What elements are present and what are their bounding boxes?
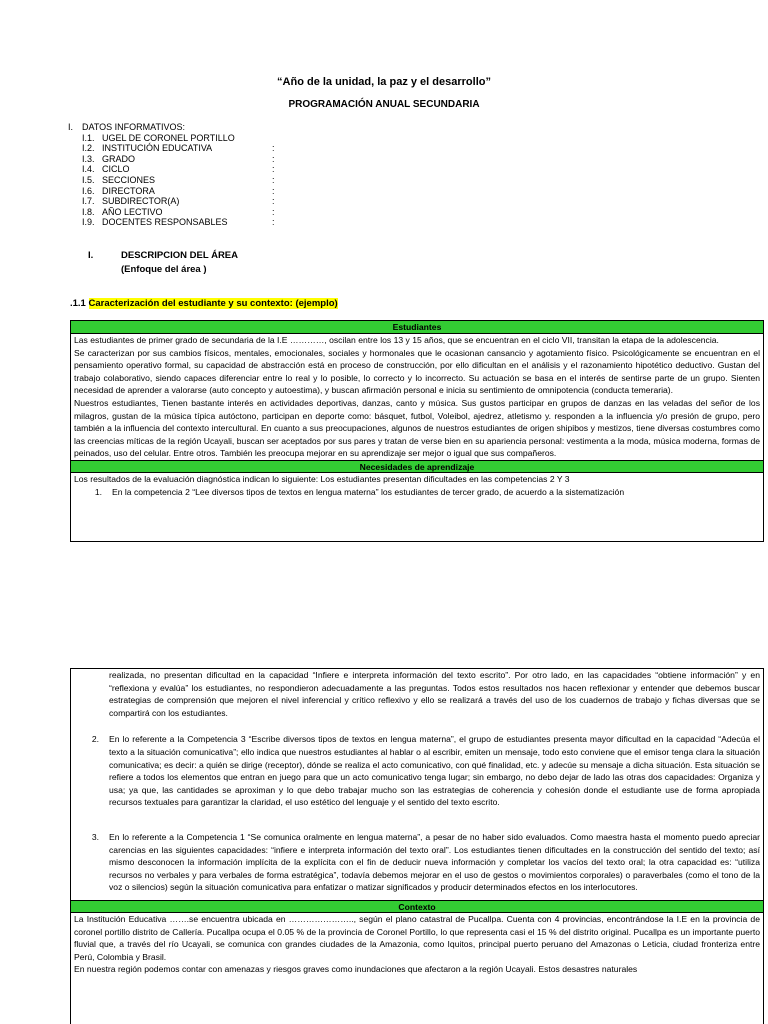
datos-heading — [68, 122, 282, 133]
estudiantes-table — [70, 320, 764, 542]
datos-item: I.8. AÑO LECTIVO : — [82, 206, 275, 217]
necesidades-intro: Los resultados de la evaluación diagnóstica indican lo siguiente: Los estudiantes presentan dificultades en las competencias 2 Y 3 — [74, 473, 570, 484]
necesidades-table-continued — [70, 668, 764, 1024]
contexto-body — [71, 913, 763, 976]
datos-heading-num: I. — [68, 122, 74, 132]
year-title: “Año de la unidad, la paz y el desarrollo” — [277, 76, 491, 88]
section-heading — [88, 250, 238, 261]
section-number: I. — [88, 250, 94, 261]
subsection-title: Caracterización del estudiante y su contexto: (ejemplo) — [88, 298, 338, 309]
estudiantes-paragraph: Se caracterizan por sus cambios físicos, mentales, emocionales, sociales y hormonales que le ocasionan cansancio y agotamiento físico. Psicológicamente se encuentran en el pensamiento operativo formal, su capacidad de abstracción está en proceso de construcción, por ello dificultan en el análisis y el razonamiento hipotético deductivo. Gustan del trabajo colaborativo, siendo capaces diferenciar entre lo real y lo posible, lo correcto y lo incorrecto. Su actuación se basa en el interés de sentirse parte de un grupo. Sienten necesidad de aprender a valorarse (auto concepto y autoestima), y buscan afirmación personal e inicia su sentimiento de omnipotencia (conducta temeraria). — [74, 347, 760, 396]
necesidades-item: 2. En lo referente a la Competencia 3 “Escribe diversos tipos de textos en lengua materna”, el grupo de estudiantes presenta mayor dificultad en la capacidad “Adecúa el texto a la situación comunicativa”; ello indica que nuestros estudiantes al hablar o al escribir, emiten un mensaje, todo esto conviene que el emisor tenga clara la situación comunicativa; es decir: a quién se dirige (receptor), dónde se realiza el acto comunicativo, con qué finalidad, etc. y adecúe su mensaje a dicha situación. Esta situación se refiere a todos los elementos que entran en juego para que un acto comunicativo tenga lugar; sin embargo, no debo dejar de lado las otras dos capacidades: Organiza y usa; ya que, las cantidades se aproximan y lo que debo trabajar mucho son las estrategias de coherencia y cohesión donde el estudiante use de forma apropiada recursos textuales para garantizar la claridad, el uso estético del lenguaje y el sentido del texto escrito. — [91, 734, 760, 808]
section-subtitle: (Enfoque del área ) — [121, 264, 207, 275]
necesidades-item: 3. En lo referente a la Competencia 1 “Se comunica oralmente en lengua materna”, a pesar de no haber sido evaluados. Como maestra hasta el momento puedo apreciar carencias en las siguientes capacidades: “infiere e interpreta información del texto oral”. Los estudiantes tienen dificultades en la construcción del sentido del texto; así mismo desconocen la información implícita de la explícita con el fin de deducir nueva información y completar los vacíos del texto oral; la otra capacidad es: “utiliza recursos no verbales y para verbales de forma estratégica”, todavía debemos mejorar en el uso de gestos o movimientos corporales) o paraverbales (como el tono de la voz o silencios) según la situación comunicativa para enfatizar o matizar significados y producir determinados efectos en los interlocutores. — [91, 831, 760, 893]
document-title: PROGRAMACIÓN ANUAL SECUNDARIA — [288, 99, 480, 110]
estudiantes-paragraph: Las estudiantes de primer grado de secundaria de la I.E …………, oscilan entre los 13 y 15 años, que se encuentran en el ciclo VII, transitan la etapa de la adolescencia. — [74, 335, 719, 345]
datos-item: I.1. UGEL DE CORONEL PORTILLO — [82, 132, 235, 143]
datos-item: I.5. SECCIONES : — [82, 174, 275, 185]
estudiantes-body — [71, 334, 763, 460]
contexto-paragraph: En nuestra región podemos contar con amenazas y riesgos graves como inundaciones que afectaron a la región Ucayali. Estos desastres naturales — [74, 964, 638, 975]
datos-heading-label: DATOS INFORMATIVOS: — [82, 122, 186, 132]
datos-item: I.9. DOCENTES RESPONSABLES : — [82, 217, 275, 228]
datos-item: I.4. CICLO : — [82, 164, 275, 175]
datos-item: I.3. GRADO : — [82, 153, 275, 164]
contexto-paragraph: La Institución Educativa …….se encuentra ubicada en ………………….., según el plano catastral de Pucallpa. Cuenta con 4 provincias, encontrándose la I.E en la provincia de coronel portillo distrito de Callería. Pucallpa ocupa el 0.05 % de la provincia de Coronel Portillo, lo que representa casi el 15 % del distrito original. Pucallpa es un importante puerto fluvial que, a través del río Ucayali, se comunica con grandes ciudades de la Amazonia, como Iquitos, principal puerto peruano del Amazonas o Leticia, ciudad fronteriza entre Perú, Colombia y Brasil. — [74, 913, 760, 962]
subsection-heading — [70, 298, 338, 309]
estudiantes-paragraph: Nuestros estudiantes, Tienen bastante interés en actividades deportivas, danzas, canto y música. Sus gustos participar en grupos de danzas en las veladas del señor de los milagros, gustan de la música típica autóctono, participan en deporte como: básquet, futbol, Voleibol, ajedrez, atletismo y. responden a la influencia y/o presión de grupo, pero también a la influencia del contexto intercultural. En cuanto a sus preocupaciones, algunos de nuestros estudiantes de origen shipibos y mestizos, tiene diversas costumbres como las creencias míticas de la región Ucayali, buscan ser aceptados por sus pares y tratan de verse bien en su apariencia personal: vestimenta a la moda, música moderna, formas de peinados, uso del celular. Entre otros. También les preocupa mejorar en su aprendizaje ser mejor o igual que sus compañeros. — [74, 397, 760, 459]
contexto-header: Contexto — [71, 900, 763, 913]
datos-item: I.7. SUBDIRECTOR(A) : — [82, 196, 275, 207]
section-title: DESCRIPCION DEL ÁREA — [121, 250, 239, 261]
subsection-prefix: .1.1 — [70, 298, 89, 309]
necesidades-body — [71, 473, 763, 498]
datos-item: I.6. DIRECTORA : — [82, 185, 275, 196]
necesidades-item: 1. En la competencia 2 “Lee diversos tipos de textos en lengua materna” los estudiantes de tercer grado, de acuerdo a la sistematización — [94, 486, 625, 497]
necesidades-header: Necesidades de aprendizaje — [71, 460, 763, 473]
datos-item: I.2. INSTITUCIÓN EDUCATIVA : — [82, 143, 275, 154]
datos-informativos — [68, 122, 282, 228]
estudiantes-header: Estudiantes — [71, 321, 763, 334]
necesidades-item-continued: realizada, no presentan dificultad en la capacidad “Infiere e interpreta información del texto escrito”. Por otro lado, en las capacidades “obtiene información” y en “reflexiona y evalúa” los estudiantes, no respondieron adecuadamente a las preguntas. Todos estos resultados nos hacen reflexionar y entender que debemos buscar estrategias de comprensión que mejoren el nivel inferencial y crítico reflexivo y ello se realizará a través del uso de los cuadernos de trabajo y fichas diversas que se compartirá con los estudiantes. — [109, 670, 760, 718]
